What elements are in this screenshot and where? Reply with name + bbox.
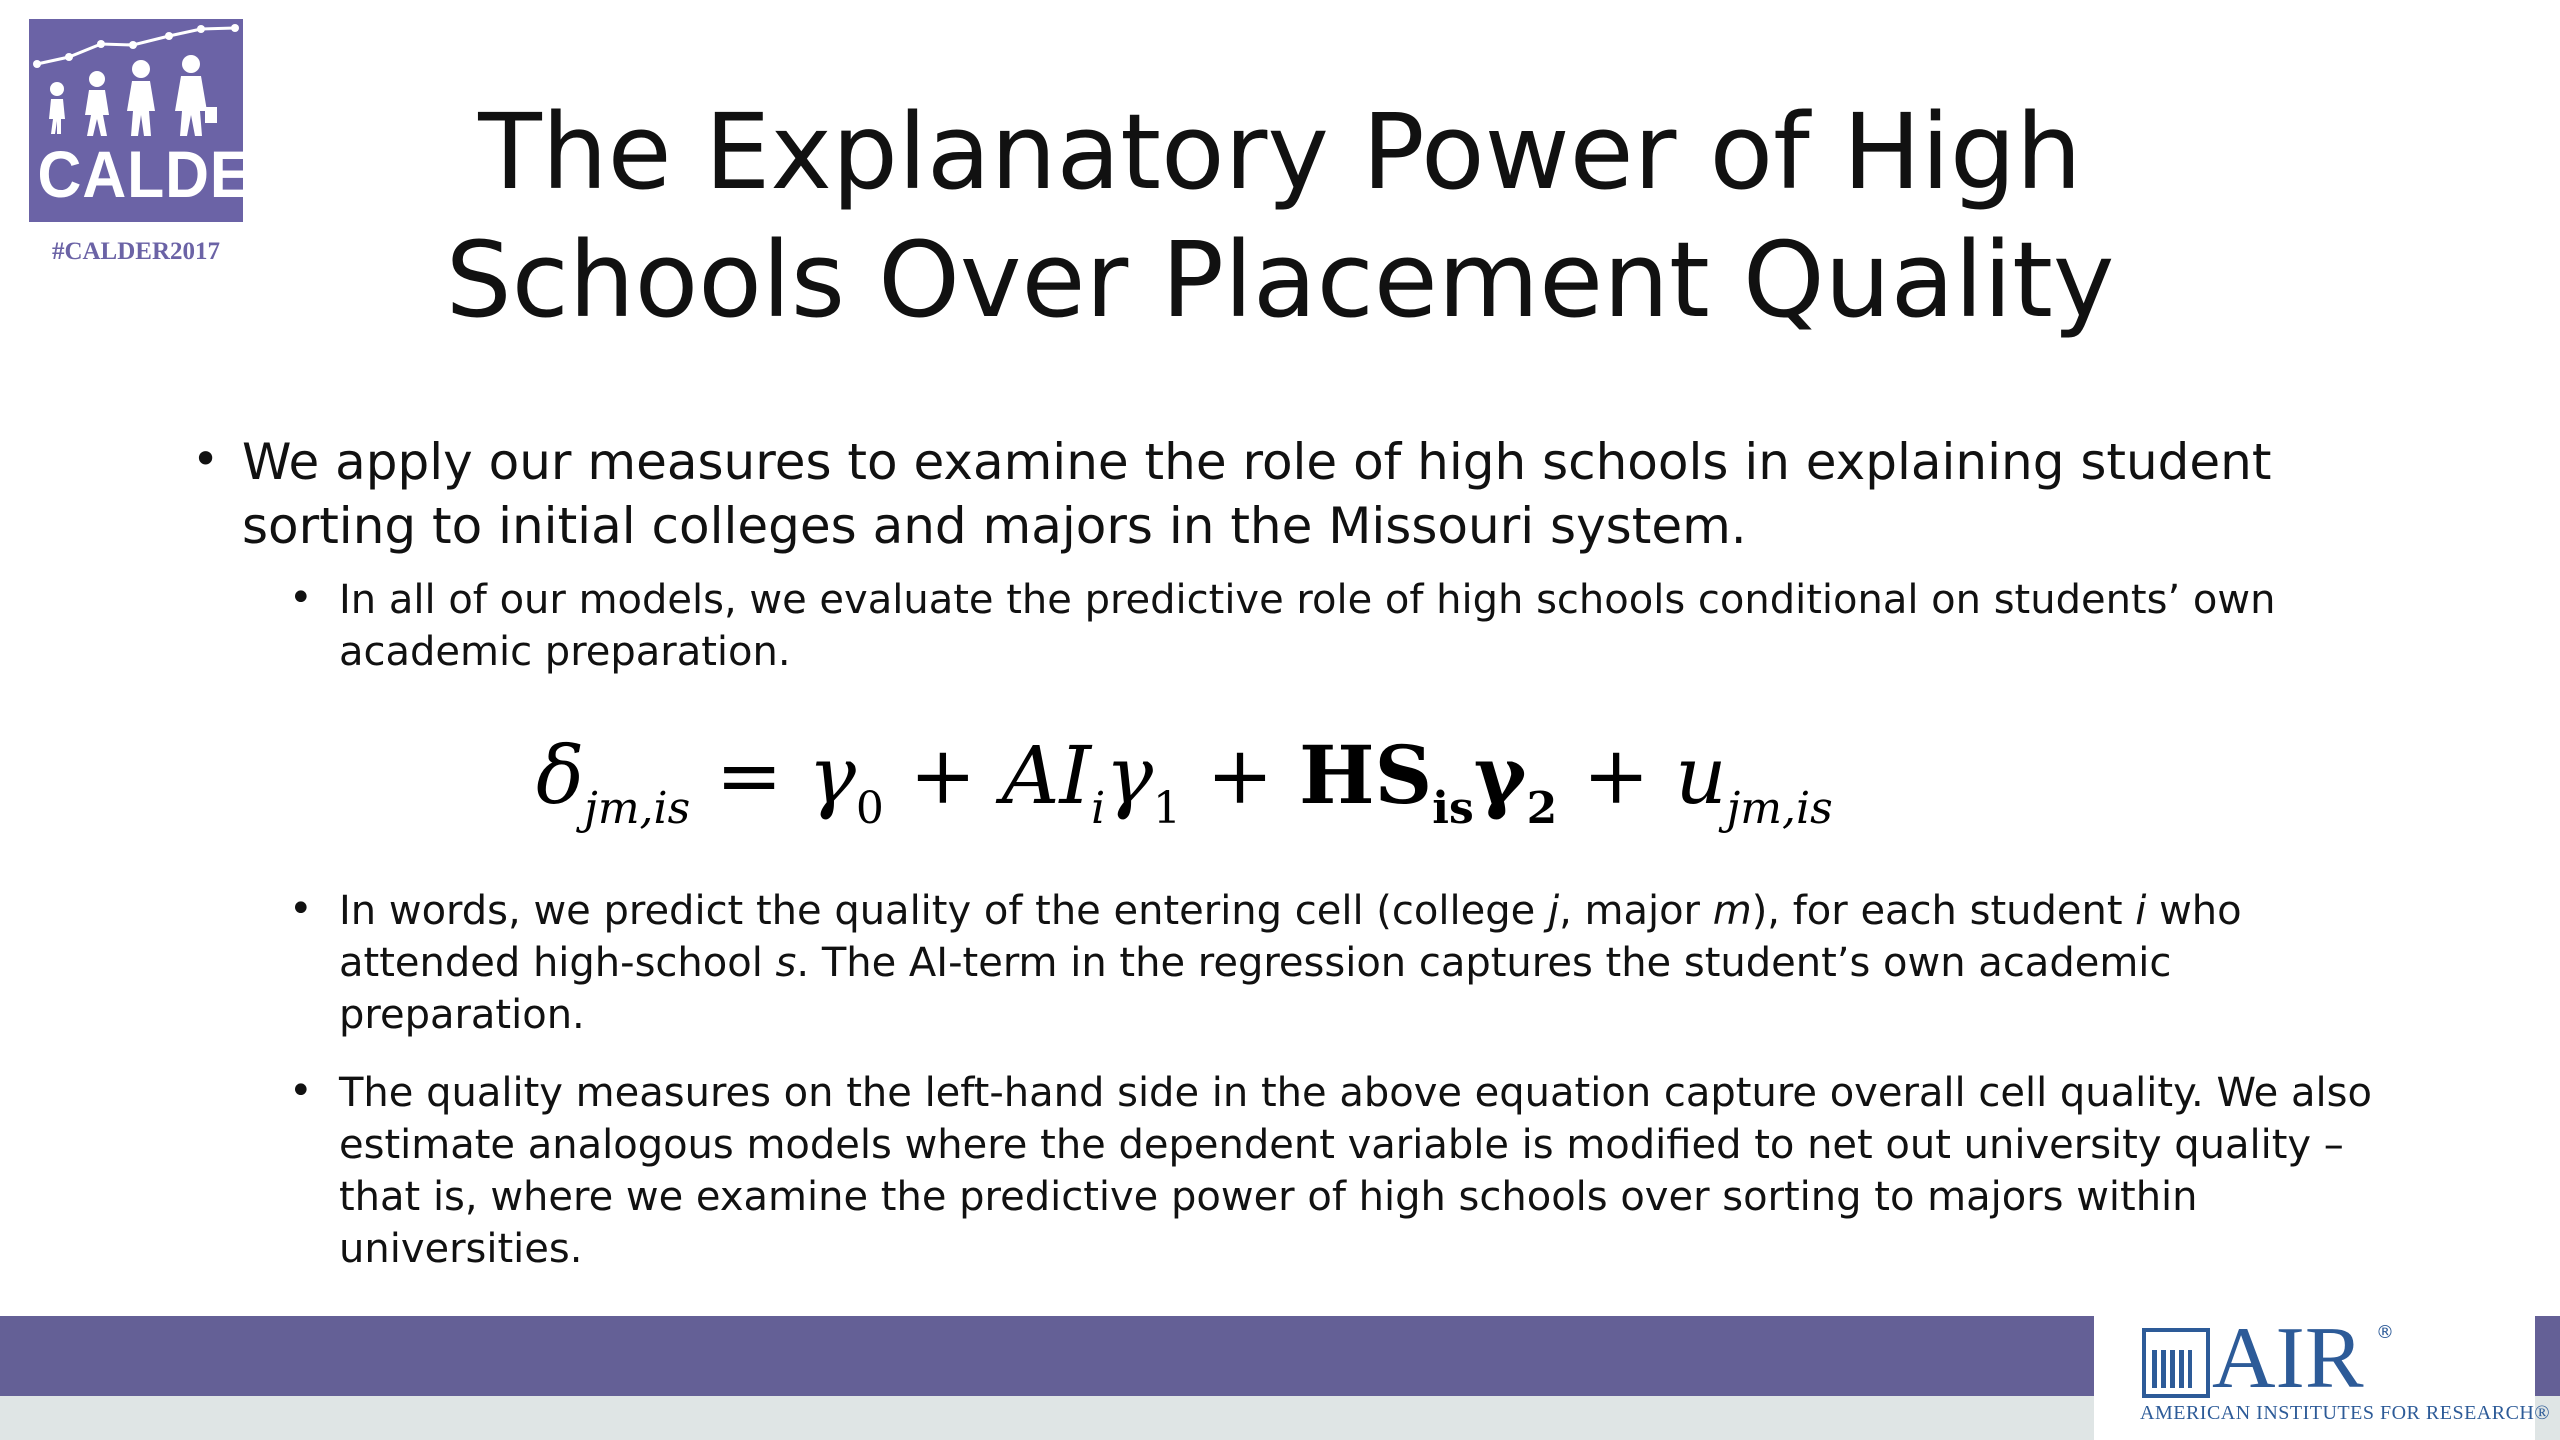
air-registered-mark: ®	[2376, 1322, 2394, 1343]
eq-plus-1: +	[883, 729, 1002, 822]
main-bullet: We apply our measures to examine the role of high schools in explaining student sorting to initial colleges and majors in the Missouri system.	[242, 433, 2272, 555]
eq-gamma0: γ	[808, 729, 856, 822]
slide-title	[380, 88, 2180, 344]
eq-ai: AI	[1001, 729, 1092, 822]
logo-underline	[29, 222, 243, 232]
sub-bullet-2-text: who attended high-school	[339, 888, 2242, 986]
eq-gamma1: γ	[1105, 729, 1154, 822]
sub-bullet-2-text: , major	[1559, 888, 1713, 934]
calder-logo	[29, 19, 297, 266]
bullet-marker: •	[289, 575, 313, 621]
sub-bullet-2	[339, 885, 2419, 1041]
eq-equals: =	[690, 729, 809, 822]
eq-u: u	[1675, 729, 1727, 822]
eq-gamma2: γ	[1473, 728, 1527, 822]
var-j: j	[1547, 888, 1560, 934]
eq-gamma2-sub: 2	[1526, 783, 1558, 834]
eq-u-sub: jm,is	[1726, 783, 1833, 834]
eq-delta: δ	[536, 729, 585, 822]
footer-bar-right	[2535, 1316, 2560, 1396]
regression-equation	[536, 728, 1833, 858]
air-wordmark: AIR	[2212, 1310, 2364, 1407]
footer-bar	[0, 1316, 2094, 1396]
sub-bullet-3: The quality measures on the left-hand side in the above equation capture overall cell quality. We also estimate analogous models where the dependent variable is modified to net out university quality – that is, where we examine the predictive power of high schools over sorting to majors within universities.	[339, 1070, 2372, 1272]
air-subtitle: AMERICAN INSTITUTES FOR RESEARCH®	[2140, 1402, 2551, 1424]
eq-gamma0-sub: 0	[855, 783, 884, 834]
sub-bullet-2-text: In words, we predict the quality of the entering cell (college	[339, 888, 1548, 934]
slide-title-line-1: The Explanatory Power of High	[478, 91, 2082, 213]
sub-bullet-2-text: . The AI-term in the regression captures the student’s own academic preparation.	[339, 940, 2172, 1038]
walking-figures-icon	[29, 19, 243, 139]
eq-plus-2: +	[1181, 729, 1299, 822]
bullet-marker: •	[289, 1068, 313, 1114]
air-columns-icon	[2142, 1328, 2210, 1398]
calder-hashtag: #CALDER2017	[51, 238, 221, 265]
bullet-marker: •	[192, 432, 220, 486]
var-m: m	[1712, 888, 1752, 934]
eq-delta-sub: jm,is	[584, 783, 691, 834]
sub-bullet-2-text: ), for each student	[1751, 888, 2136, 934]
var-i: i	[2135, 888, 2147, 934]
calder-logo-mark	[29, 19, 297, 232]
air-logo	[2094, 1306, 2551, 1440]
bullet-marker: •	[289, 886, 313, 932]
eq-hs-sub: is	[1432, 783, 1474, 834]
var-s: s	[775, 940, 797, 986]
eq-ai-sub: i	[1091, 783, 1106, 834]
sub-bullet-1: In all of our models, we evaluate the predictive role of high schools conditional on students’ own academic preparation.	[339, 577, 2276, 675]
eq-plus-3: +	[1557, 729, 1676, 822]
eq-hs: HS	[1298, 728, 1433, 822]
slide-title-line-2: Schools Over Placement Quality	[445, 219, 2115, 341]
eq-gamma1-sub: 1	[1153, 783, 1182, 834]
calder-wordmark: CALDER	[37, 137, 297, 211]
